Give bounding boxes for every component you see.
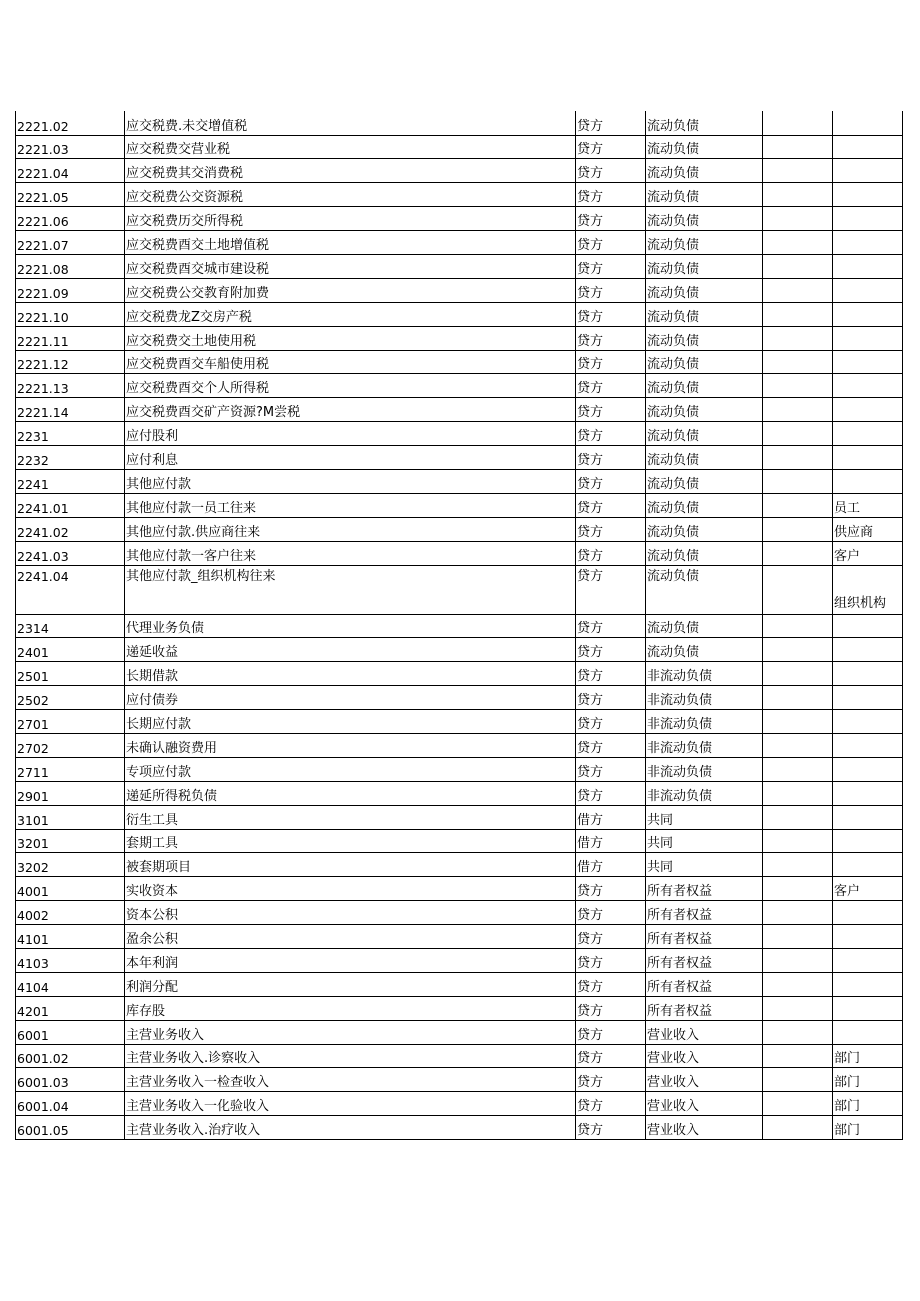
cell-balance-direction: 贷方 bbox=[576, 710, 646, 734]
table-row bbox=[16, 541, 903, 565]
cell-aux-column bbox=[763, 996, 833, 1020]
cell-account-code: 2221.09 bbox=[16, 278, 125, 302]
cell-account-category: 流动负债 bbox=[646, 135, 763, 159]
cell-account-code: 2501 bbox=[16, 662, 125, 686]
cell-aux-accounting bbox=[833, 111, 903, 135]
cell-aux-accounting bbox=[833, 374, 903, 398]
cell-account-code: 4103 bbox=[16, 949, 125, 973]
cell-account-name: 应交税费历交所得税 bbox=[125, 207, 576, 231]
cell-account-name: 其他应付款_组织机构往来 bbox=[125, 565, 576, 614]
cell-account-category: 流动负债 bbox=[646, 541, 763, 565]
table-row bbox=[16, 710, 903, 734]
cell-balance-direction: 贷方 bbox=[576, 757, 646, 781]
cell-aux-accounting bbox=[833, 949, 903, 973]
table-row bbox=[16, 422, 903, 446]
table-row bbox=[16, 446, 903, 470]
cell-aux-column bbox=[763, 565, 833, 614]
cell-account-category: 流动负债 bbox=[646, 374, 763, 398]
cell-account-name: 主营业务收入.治疗收入 bbox=[125, 1116, 576, 1140]
table-row bbox=[16, 231, 903, 255]
cell-account-name: 被套期项目 bbox=[125, 853, 576, 877]
table-row bbox=[16, 565, 903, 614]
cell-balance-direction: 贷方 bbox=[576, 183, 646, 207]
cell-balance-direction: 贷方 bbox=[576, 1044, 646, 1068]
cell-aux-column bbox=[763, 159, 833, 183]
cell-aux-column bbox=[763, 1044, 833, 1068]
cell-balance-direction: 贷方 bbox=[576, 972, 646, 996]
cell-account-code: 2221.07 bbox=[16, 231, 125, 255]
cell-aux-column bbox=[763, 949, 833, 973]
cell-account-category: 营业收入 bbox=[646, 1044, 763, 1068]
cell-aux-column bbox=[763, 733, 833, 757]
cell-aux-accounting: 部门 bbox=[833, 1068, 903, 1092]
cell-account-name: 套期工具 bbox=[125, 829, 576, 853]
table-row bbox=[16, 517, 903, 541]
cell-account-name: 主营业务收入.诊察收入 bbox=[125, 1044, 576, 1068]
cell-aux-column bbox=[763, 1020, 833, 1044]
cell-account-name: 衍生工具 bbox=[125, 805, 576, 829]
cell-account-name: 主营业务收入一检查收入 bbox=[125, 1068, 576, 1092]
cell-account-code: 6001.04 bbox=[16, 1092, 125, 1116]
cell-account-name: 递延所得税负债 bbox=[125, 781, 576, 805]
cell-account-code: 2221.11 bbox=[16, 326, 125, 350]
cell-account-name: 其他应付款一员工往来 bbox=[125, 493, 576, 517]
cell-account-code: 4201 bbox=[16, 996, 125, 1020]
cell-account-code: 6001 bbox=[16, 1020, 125, 1044]
cell-account-code: 2241 bbox=[16, 469, 125, 493]
cell-account-category: 非流动负债 bbox=[646, 781, 763, 805]
cell-aux-accounting bbox=[833, 398, 903, 422]
cell-account-name: 应交税费酉交土地增值税 bbox=[125, 231, 576, 255]
table-row bbox=[16, 207, 903, 231]
cell-account-category: 流动负债 bbox=[646, 350, 763, 374]
cell-balance-direction: 借方 bbox=[576, 853, 646, 877]
table-row bbox=[16, 278, 903, 302]
cell-aux-column bbox=[763, 278, 833, 302]
cell-balance-direction: 贷方 bbox=[576, 254, 646, 278]
cell-account-category: 所有者权益 bbox=[646, 996, 763, 1020]
cell-account-code: 4001 bbox=[16, 877, 125, 901]
cell-account-code: 2901 bbox=[16, 781, 125, 805]
cell-account-code: 2241.01 bbox=[16, 493, 125, 517]
cell-aux-accounting bbox=[833, 207, 903, 231]
cell-account-name: 应付股利 bbox=[125, 422, 576, 446]
cell-aux-column bbox=[763, 469, 833, 493]
cell-account-code: 2221.03 bbox=[16, 135, 125, 159]
cell-balance-direction: 贷方 bbox=[576, 949, 646, 973]
cell-account-name: 应交税费其交消费税 bbox=[125, 159, 576, 183]
cell-aux-column bbox=[763, 183, 833, 207]
cell-aux-column bbox=[763, 207, 833, 231]
cell-balance-direction: 借方 bbox=[576, 829, 646, 853]
cell-aux-column bbox=[763, 757, 833, 781]
cell-account-category: 流动负债 bbox=[646, 254, 763, 278]
cell-aux-accounting bbox=[833, 326, 903, 350]
cell-aux-column bbox=[763, 805, 833, 829]
cell-account-category: 非流动负债 bbox=[646, 662, 763, 686]
cell-account-code: 2221.10 bbox=[16, 302, 125, 326]
table-row bbox=[16, 925, 903, 949]
cell-account-category: 流动负债 bbox=[646, 469, 763, 493]
cell-balance-direction: 贷方 bbox=[576, 446, 646, 470]
cell-account-category: 共同 bbox=[646, 805, 763, 829]
cell-account-code: 2401 bbox=[16, 638, 125, 662]
table-row bbox=[16, 805, 903, 829]
cell-aux-accounting bbox=[833, 135, 903, 159]
table-row bbox=[16, 972, 903, 996]
cell-account-code: 6001.05 bbox=[16, 1116, 125, 1140]
table-row bbox=[16, 614, 903, 638]
cell-balance-direction: 贷方 bbox=[576, 111, 646, 135]
cell-account-code: 2221.14 bbox=[16, 398, 125, 422]
cell-aux-column bbox=[763, 254, 833, 278]
cell-account-category: 所有者权益 bbox=[646, 925, 763, 949]
cell-aux-accounting bbox=[833, 302, 903, 326]
cell-aux-accounting: 员工 bbox=[833, 493, 903, 517]
cell-aux-column bbox=[763, 972, 833, 996]
cell-aux-accounting bbox=[833, 159, 903, 183]
cell-account-category: 流动负债 bbox=[646, 231, 763, 255]
table-row bbox=[16, 829, 903, 853]
cell-account-code: 2231 bbox=[16, 422, 125, 446]
table-row bbox=[16, 877, 903, 901]
table-row bbox=[16, 662, 903, 686]
cell-account-code: 2711 bbox=[16, 757, 125, 781]
cell-account-code: 2221.04 bbox=[16, 159, 125, 183]
table-row bbox=[16, 159, 903, 183]
table-row bbox=[16, 374, 903, 398]
cell-account-category: 共同 bbox=[646, 853, 763, 877]
cell-balance-direction: 贷方 bbox=[576, 565, 646, 614]
cell-account-name: 资本公积 bbox=[125, 901, 576, 925]
cell-balance-direction: 贷方 bbox=[576, 231, 646, 255]
cell-account-name: 主营业务收入一化验收入 bbox=[125, 1092, 576, 1116]
cell-aux-column bbox=[763, 829, 833, 853]
cell-account-code: 3201 bbox=[16, 829, 125, 853]
cell-aux-column bbox=[763, 422, 833, 446]
cell-account-category: 流动负债 bbox=[646, 326, 763, 350]
cell-account-category: 流动负债 bbox=[646, 278, 763, 302]
table-row bbox=[16, 757, 903, 781]
cell-aux-accounting bbox=[833, 446, 903, 470]
cell-account-category: 营业收入 bbox=[646, 1092, 763, 1116]
cell-aux-accounting bbox=[833, 1020, 903, 1044]
cell-aux-column bbox=[763, 446, 833, 470]
cell-account-code: 6001.02 bbox=[16, 1044, 125, 1068]
cell-aux-accounting bbox=[833, 901, 903, 925]
cell-account-category: 流动负债 bbox=[646, 207, 763, 231]
cell-aux-accounting: 部门 bbox=[833, 1092, 903, 1116]
cell-aux-accounting bbox=[833, 614, 903, 638]
cell-account-code: 2221.06 bbox=[16, 207, 125, 231]
cell-account-code: 3101 bbox=[16, 805, 125, 829]
cell-aux-column bbox=[763, 350, 833, 374]
table-row bbox=[16, 686, 903, 710]
cell-account-category: 所有者权益 bbox=[646, 972, 763, 996]
cell-balance-direction: 借方 bbox=[576, 805, 646, 829]
cell-aux-column bbox=[763, 111, 833, 135]
cell-account-name: 应交税费酉交车船使用税 bbox=[125, 350, 576, 374]
cell-account-name: 主营业务收入 bbox=[125, 1020, 576, 1044]
cell-account-name: 专项应付款 bbox=[125, 757, 576, 781]
cell-aux-accounting bbox=[833, 996, 903, 1020]
cell-aux-accounting bbox=[833, 853, 903, 877]
cell-aux-column bbox=[763, 614, 833, 638]
cell-balance-direction: 贷方 bbox=[576, 541, 646, 565]
table-row bbox=[16, 1044, 903, 1068]
cell-balance-direction: 贷方 bbox=[576, 302, 646, 326]
cell-aux-accounting bbox=[833, 805, 903, 829]
cell-aux-column bbox=[763, 638, 833, 662]
cell-account-code: 3202 bbox=[16, 853, 125, 877]
cell-balance-direction: 贷方 bbox=[576, 374, 646, 398]
table-row bbox=[16, 1116, 903, 1140]
cell-account-name: 代理业务负债 bbox=[125, 614, 576, 638]
cell-balance-direction: 贷方 bbox=[576, 469, 646, 493]
cell-balance-direction: 贷方 bbox=[576, 135, 646, 159]
cell-balance-direction: 贷方 bbox=[576, 207, 646, 231]
cell-account-name: 盈余公积 bbox=[125, 925, 576, 949]
cell-account-name: 应付利息 bbox=[125, 446, 576, 470]
cell-account-category: 流动负债 bbox=[646, 111, 763, 135]
table-row bbox=[16, 183, 903, 207]
cell-account-category: 营业收入 bbox=[646, 1020, 763, 1044]
cell-aux-accounting bbox=[833, 710, 903, 734]
cell-aux-accounting: 部门 bbox=[833, 1116, 903, 1140]
table-row bbox=[16, 781, 903, 805]
account-table bbox=[15, 111, 903, 1140]
cell-account-name: 利润分配 bbox=[125, 972, 576, 996]
cell-aux-column bbox=[763, 302, 833, 326]
cell-account-category: 流动负债 bbox=[646, 159, 763, 183]
cell-aux-accounting: 供应商 bbox=[833, 517, 903, 541]
cell-aux-accounting bbox=[833, 350, 903, 374]
cell-account-name: 应交税费公交资源税 bbox=[125, 183, 576, 207]
cell-account-category: 流动负债 bbox=[646, 517, 763, 541]
cell-account-category: 所有者权益 bbox=[646, 877, 763, 901]
cell-balance-direction: 贷方 bbox=[576, 326, 646, 350]
cell-account-name: 应付债券 bbox=[125, 686, 576, 710]
cell-aux-column bbox=[763, 901, 833, 925]
cell-account-code: 2232 bbox=[16, 446, 125, 470]
cell-aux-column bbox=[763, 1116, 833, 1140]
table-row bbox=[16, 901, 903, 925]
cell-account-code: 4002 bbox=[16, 901, 125, 925]
table-row bbox=[16, 469, 903, 493]
cell-account-category: 流动负债 bbox=[646, 614, 763, 638]
cell-balance-direction: 贷方 bbox=[576, 350, 646, 374]
cell-aux-accounting bbox=[833, 254, 903, 278]
cell-account-category: 营业收入 bbox=[646, 1068, 763, 1092]
cell-account-category: 流动负债 bbox=[646, 565, 763, 614]
cell-aux-column bbox=[763, 541, 833, 565]
cell-aux-column bbox=[763, 374, 833, 398]
cell-account-category: 流动负债 bbox=[646, 398, 763, 422]
cell-account-name: 应交税费龙Z交房产税 bbox=[125, 302, 576, 326]
cell-account-category: 共同 bbox=[646, 829, 763, 853]
cell-account-category: 所有者权益 bbox=[646, 949, 763, 973]
cell-account-category: 非流动负债 bbox=[646, 757, 763, 781]
table-row bbox=[16, 254, 903, 278]
table-row bbox=[16, 493, 903, 517]
cell-account-code: 2221.05 bbox=[16, 183, 125, 207]
table-row bbox=[16, 949, 903, 973]
cell-aux-column bbox=[763, 493, 833, 517]
cell-account-name: 长期应付款 bbox=[125, 710, 576, 734]
cell-account-category: 非流动负债 bbox=[646, 710, 763, 734]
cell-account-code: 2702 bbox=[16, 733, 125, 757]
cell-aux-accounting: 组织机构 bbox=[833, 565, 903, 614]
cell-account-code: 2241.02 bbox=[16, 517, 125, 541]
cell-account-code: 2221.12 bbox=[16, 350, 125, 374]
cell-aux-column bbox=[763, 135, 833, 159]
cell-account-code: 2221.02 bbox=[16, 111, 125, 135]
cell-aux-accounting bbox=[833, 829, 903, 853]
cell-aux-column bbox=[763, 517, 833, 541]
cell-balance-direction: 贷方 bbox=[576, 1092, 646, 1116]
cell-account-code: 2314 bbox=[16, 614, 125, 638]
cell-aux-accounting bbox=[833, 733, 903, 757]
cell-aux-column bbox=[763, 877, 833, 901]
cell-balance-direction: 贷方 bbox=[576, 781, 646, 805]
cell-aux-column bbox=[763, 853, 833, 877]
cell-balance-direction: 贷方 bbox=[576, 1116, 646, 1140]
cell-balance-direction: 贷方 bbox=[576, 925, 646, 949]
cell-aux-column bbox=[763, 398, 833, 422]
cell-account-code: 2502 bbox=[16, 686, 125, 710]
cell-aux-accounting: 客户 bbox=[833, 877, 903, 901]
cell-account-name: 应交税费酉交矿产资源?M尝税 bbox=[125, 398, 576, 422]
cell-account-name: 递延收益 bbox=[125, 638, 576, 662]
cell-account-name: 应交税费交营业税 bbox=[125, 135, 576, 159]
cell-aux-accounting: 部门 bbox=[833, 1044, 903, 1068]
cell-balance-direction: 贷方 bbox=[576, 493, 646, 517]
cell-aux-column bbox=[763, 326, 833, 350]
cell-account-code: 2221.13 bbox=[16, 374, 125, 398]
cell-account-category: 流动负债 bbox=[646, 183, 763, 207]
table-row bbox=[16, 1068, 903, 1092]
table-row bbox=[16, 326, 903, 350]
cell-account-code: 6001.03 bbox=[16, 1068, 125, 1092]
table-row bbox=[16, 1092, 903, 1116]
cell-account-name: 应交税费酉交城市建设税 bbox=[125, 254, 576, 278]
table-row bbox=[16, 638, 903, 662]
cell-account-category: 非流动负债 bbox=[646, 686, 763, 710]
table-row bbox=[16, 350, 903, 374]
cell-balance-direction: 贷方 bbox=[576, 1068, 646, 1092]
cell-account-category: 非流动负债 bbox=[646, 733, 763, 757]
cell-account-name: 应交税费交土地使用税 bbox=[125, 326, 576, 350]
table-row bbox=[16, 996, 903, 1020]
cell-aux-accounting bbox=[833, 662, 903, 686]
cell-balance-direction: 贷方 bbox=[576, 901, 646, 925]
cell-account-name: 长期借款 bbox=[125, 662, 576, 686]
cell-aux-accounting bbox=[833, 469, 903, 493]
cell-account-category: 流动负债 bbox=[646, 638, 763, 662]
cell-balance-direction: 贷方 bbox=[576, 1020, 646, 1044]
cell-aux-column bbox=[763, 231, 833, 255]
table-row bbox=[16, 1020, 903, 1044]
cell-account-name: 本年利润 bbox=[125, 949, 576, 973]
cell-balance-direction: 贷方 bbox=[576, 278, 646, 302]
cell-account-category: 流动负债 bbox=[646, 302, 763, 326]
cell-aux-accounting bbox=[833, 183, 903, 207]
cell-aux-column bbox=[763, 781, 833, 805]
cell-account-name: 其他应付款.供应商往来 bbox=[125, 517, 576, 541]
table-row bbox=[16, 853, 903, 877]
cell-aux-column bbox=[763, 710, 833, 734]
cell-account-code: 2241.04 bbox=[16, 565, 125, 614]
cell-balance-direction: 贷方 bbox=[576, 422, 646, 446]
cell-aux-accounting bbox=[833, 972, 903, 996]
cell-balance-direction: 贷方 bbox=[576, 996, 646, 1020]
cell-account-name: 未确认融资费用 bbox=[125, 733, 576, 757]
table-row bbox=[16, 302, 903, 326]
cell-account-category: 所有者权益 bbox=[646, 901, 763, 925]
cell-account-code: 2241.03 bbox=[16, 541, 125, 565]
cell-balance-direction: 贷方 bbox=[576, 662, 646, 686]
cell-aux-accounting bbox=[833, 686, 903, 710]
cell-balance-direction: 贷方 bbox=[576, 877, 646, 901]
cell-aux-accounting bbox=[833, 925, 903, 949]
cell-account-category: 营业收入 bbox=[646, 1116, 763, 1140]
cell-account-category: 流动负债 bbox=[646, 493, 763, 517]
cell-account-category: 流动负债 bbox=[646, 446, 763, 470]
cell-aux-column bbox=[763, 1092, 833, 1116]
cell-balance-direction: 贷方 bbox=[576, 517, 646, 541]
cell-account-code: 4104 bbox=[16, 972, 125, 996]
cell-account-name: 应交税费酉交个人所得税 bbox=[125, 374, 576, 398]
cell-aux-accounting bbox=[833, 231, 903, 255]
table-row bbox=[16, 398, 903, 422]
cell-aux-accounting bbox=[833, 278, 903, 302]
cell-account-code: 2701 bbox=[16, 710, 125, 734]
cell-aux-accounting bbox=[833, 638, 903, 662]
cell-balance-direction: 贷方 bbox=[576, 614, 646, 638]
cell-aux-column bbox=[763, 686, 833, 710]
cell-account-code: 4101 bbox=[16, 925, 125, 949]
cell-aux-accounting bbox=[833, 781, 903, 805]
cell-balance-direction: 贷方 bbox=[576, 733, 646, 757]
cell-balance-direction: 贷方 bbox=[576, 159, 646, 183]
table-row bbox=[16, 135, 903, 159]
cell-aux-column bbox=[763, 662, 833, 686]
cell-aux-column bbox=[763, 1068, 833, 1092]
cell-account-name: 应交税费公交教育附加费 bbox=[125, 278, 576, 302]
cell-account-name: 其他应付款 bbox=[125, 469, 576, 493]
cell-balance-direction: 贷方 bbox=[576, 686, 646, 710]
cell-account-name: 其他应付款一客户往来 bbox=[125, 541, 576, 565]
table-row bbox=[16, 111, 903, 135]
cell-aux-accounting: 客户 bbox=[833, 541, 903, 565]
cell-account-name: 库存股 bbox=[125, 996, 576, 1020]
cell-balance-direction: 贷方 bbox=[576, 638, 646, 662]
table-row bbox=[16, 733, 903, 757]
cell-account-name: 应交税费.未交增值税 bbox=[125, 111, 576, 135]
cell-aux-accounting bbox=[833, 422, 903, 446]
cell-account-name: 实收资本 bbox=[125, 877, 576, 901]
cell-balance-direction: 贷方 bbox=[576, 398, 646, 422]
cell-aux-accounting bbox=[833, 757, 903, 781]
account-table-body bbox=[16, 111, 903, 1140]
cell-aux-column bbox=[763, 925, 833, 949]
cell-account-code: 2221.08 bbox=[16, 254, 125, 278]
cell-account-category: 流动负债 bbox=[646, 422, 763, 446]
